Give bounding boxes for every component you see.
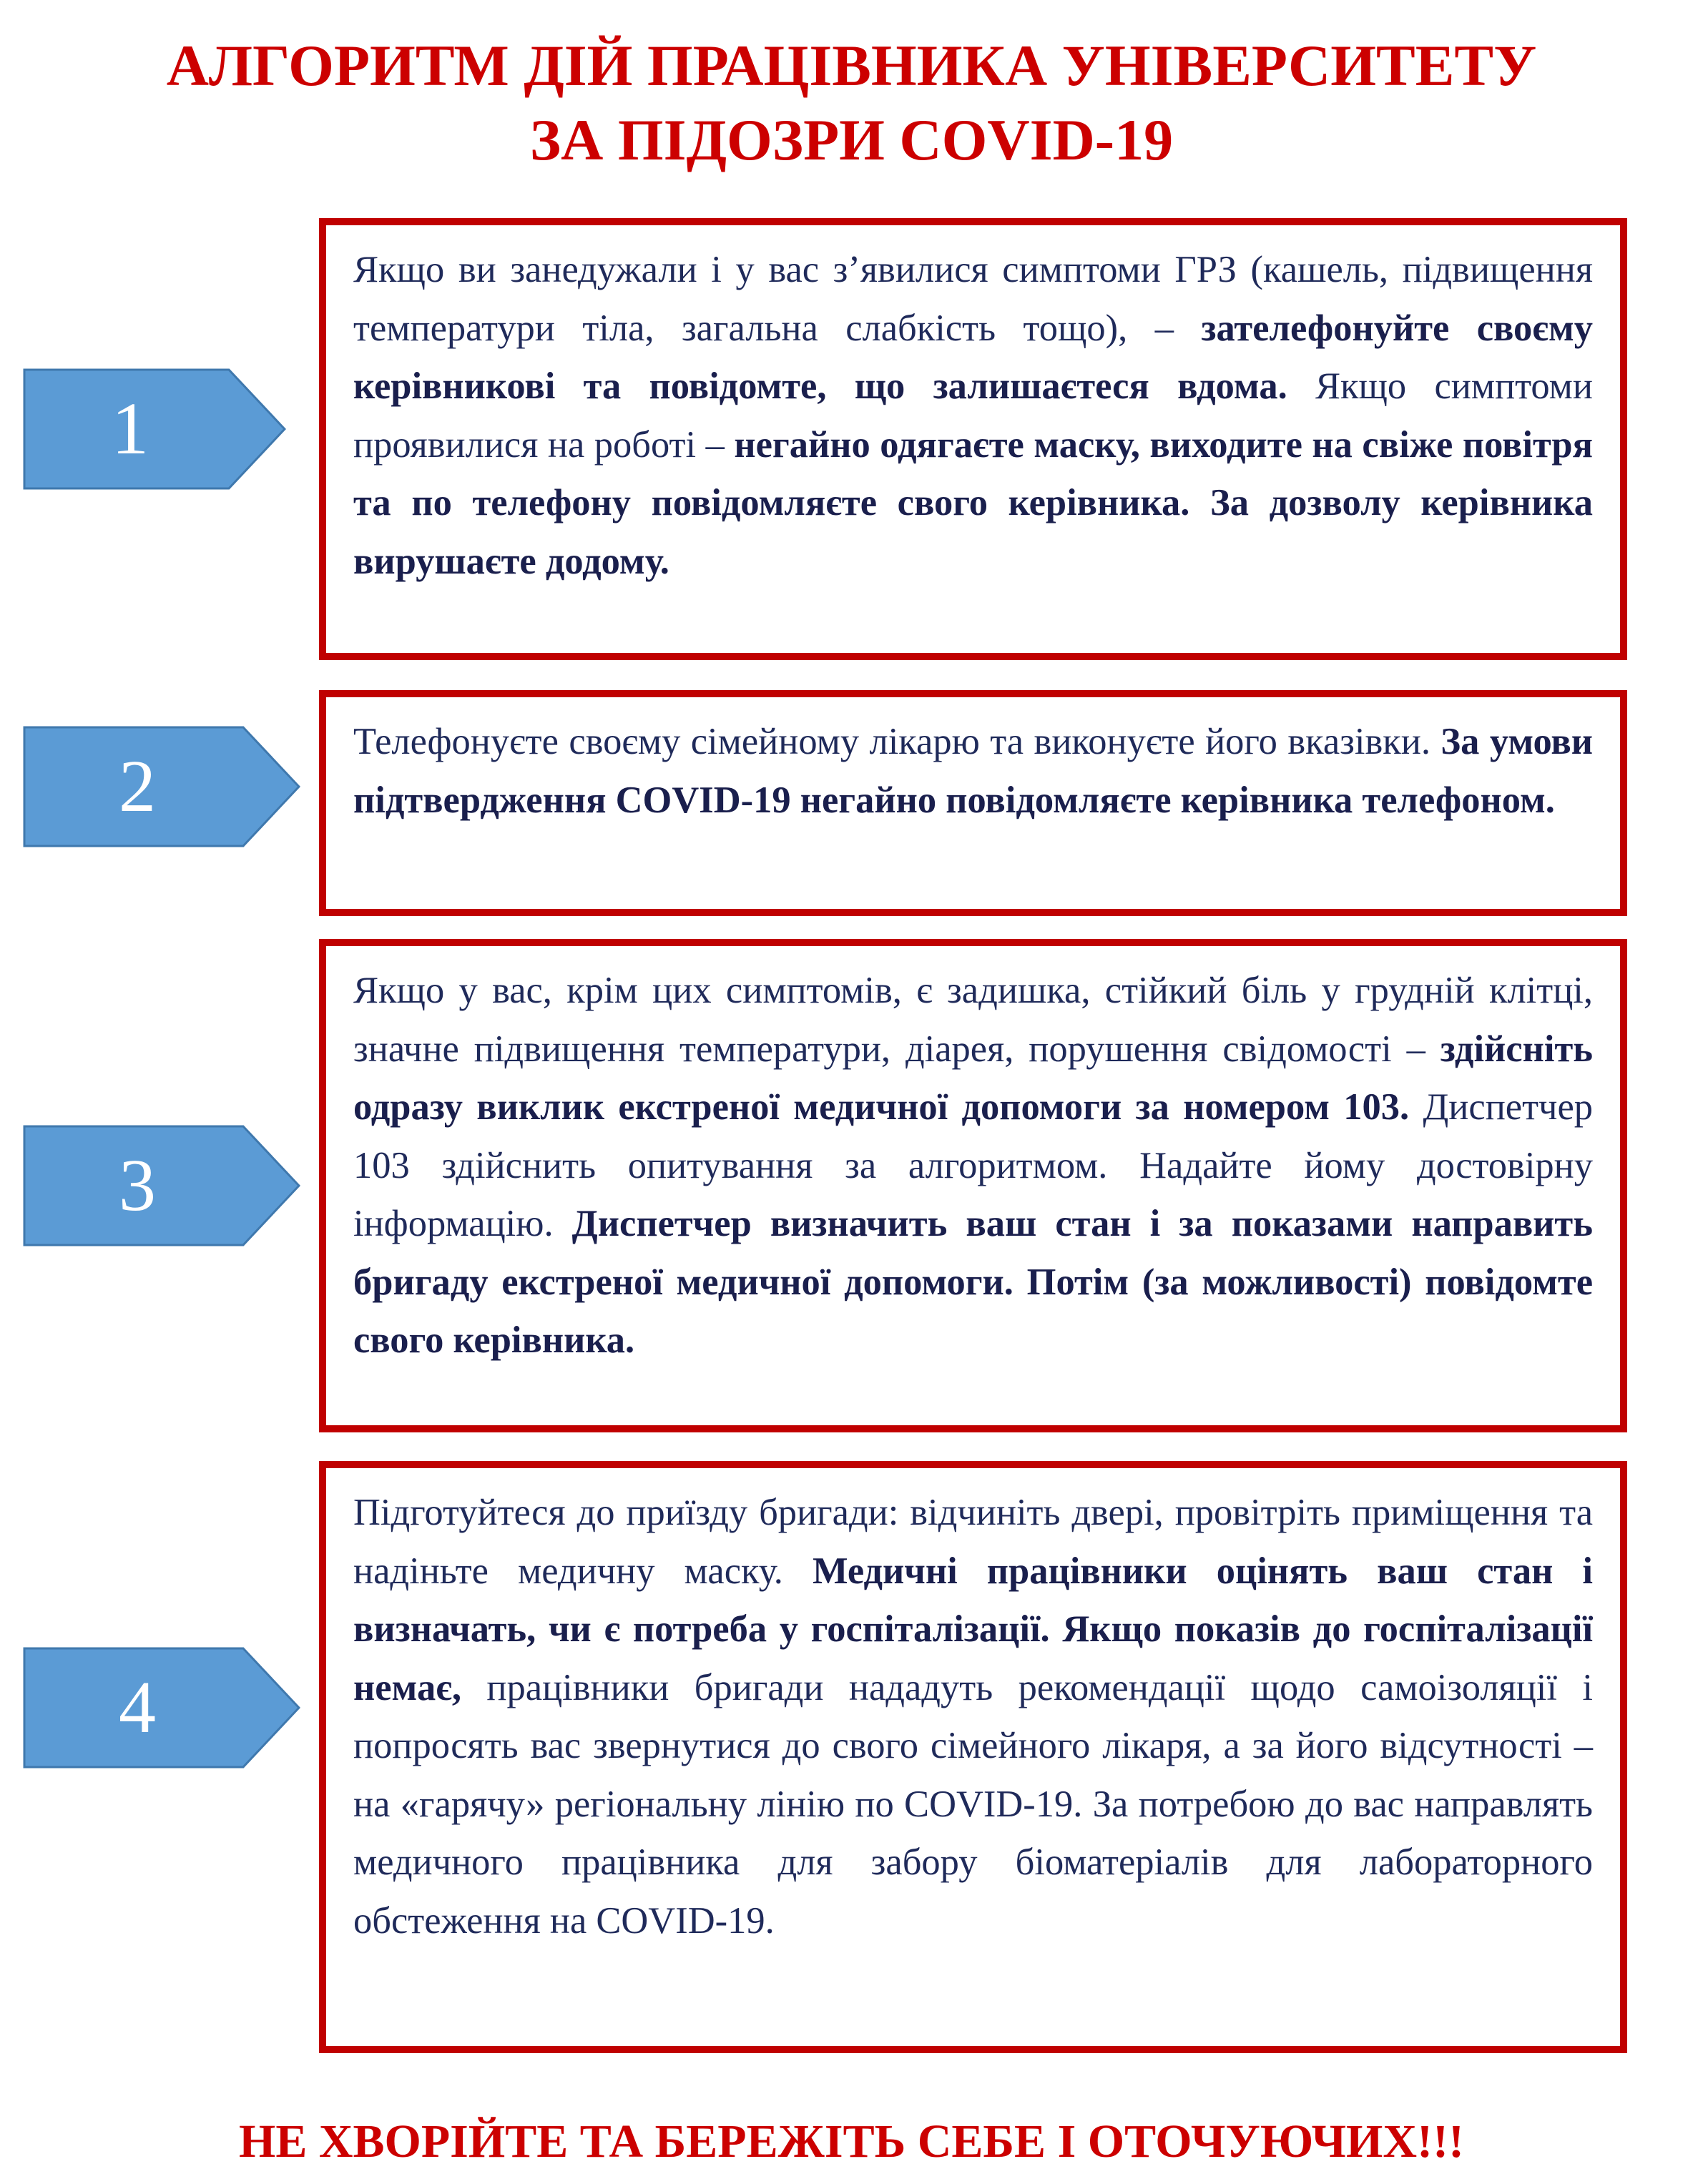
page-title xyxy=(0,29,1703,177)
step-3-arrow-icon xyxy=(23,1125,286,1246)
step-4-seg-2: Медичні працівники оцінять ваш стан і визначать, чи є потреба у госпіталізації. Якщо показів до госпіталізації немає, xyxy=(353,1550,1593,1708)
step-3-seg-3: Диспетчер 103 здійснить опитування за алгоритмом. Надайте йому достовірну інформацію. xyxy=(353,1086,1593,1244)
footer-slogan: НЕ ХВОРІЙТЕ ТА БЕРЕЖІТЬ СЕБЕ І ОТОЧУЮЧИХ!!! xyxy=(238,2115,1464,2168)
step-3-seg-1: Якщо у вас, крім цих симптомів, є задишка, стійкий біль у грудній клітці, значне підвищення температури, діарея, порушення свідомості – xyxy=(353,970,1593,1070)
step-2-seg-1: Телефонуєте своєму сімейному лікарю та виконуєте його вказівки. xyxy=(353,721,1441,762)
step-4-seg-3: працівники бригади нададуть рекомендації щодо самоізоляції і попросять вас звернутися до свого сімейного лікаря, а за його відсутності – на «гарячу» регіональну лінію по COVID-19. За потребою до вас направлять медичного працівника для забору біоматеріалів для лабораторного обстеження на COVID-19. xyxy=(353,1666,1593,1942)
step-1-box xyxy=(319,218,1627,660)
step-2-box xyxy=(319,690,1627,916)
step-3-seg-4: Диспетчер визначить ваш стан і за показами направить бригаду екстреної медичної допомоги. Потім (за можливості) повідомте свого керівника. xyxy=(353,1203,1593,1361)
step-2-seg-2: За умови підтвердження COVID-19 негайно повідомляєте керівника телефоном. xyxy=(353,721,1593,821)
page-title-line-2: ЗА ПІДОЗРИ COVID-19 xyxy=(529,107,1174,172)
step-3-number: 3 xyxy=(119,1144,156,1226)
step-1-seg-1: Якщо ви занедужали і у вас з’явилися симптоми ГРЗ (кашель, підвищення температури тіла, загальна слабкість тощо), – xyxy=(353,249,1593,349)
step-4-text xyxy=(353,1484,1593,1950)
step-2-number: 2 xyxy=(119,745,156,827)
step-4-box xyxy=(319,1461,1627,2053)
page-title-line-1: АЛГОРИТМ ДІЙ ПРАЦІВНИКА УНІВЕРСИТЕТУ xyxy=(166,33,1537,98)
step-1-arrow-icon xyxy=(23,368,286,490)
step-1-seg-3: Якщо симптоми проявилися на роботі – xyxy=(353,365,1593,466)
step-3-box xyxy=(319,939,1627,1432)
step-2-arrow-icon xyxy=(23,726,286,847)
step-4-seg-1: Підготуйтеся до приїзду бригади: відчиніть двері, провітріть приміщення та надіньте медичну маску. xyxy=(353,1492,1593,1592)
step-4-arrow-icon xyxy=(23,1647,286,1769)
step-2-text xyxy=(353,713,1593,830)
step-1-seg-2: зателефонуйте своєму керівникові та повідомте, що залишаєтеся вдома. xyxy=(353,307,1593,407)
step-1-seg-4: негайно одягаєте маску, виходите на свіже повітря та по телефону повідомляєте свого керівника. За дозволу керівника вирушаєте додому. xyxy=(353,423,1593,582)
step-1-text xyxy=(353,241,1593,591)
step-3-seg-2: здійсніть одразу виклик екстреної медичної допомоги за номером 103. xyxy=(353,1028,1593,1128)
step-4-number: 4 xyxy=(119,1666,156,1748)
step-1-number: 1 xyxy=(112,388,149,470)
step-3-text xyxy=(353,962,1593,1370)
